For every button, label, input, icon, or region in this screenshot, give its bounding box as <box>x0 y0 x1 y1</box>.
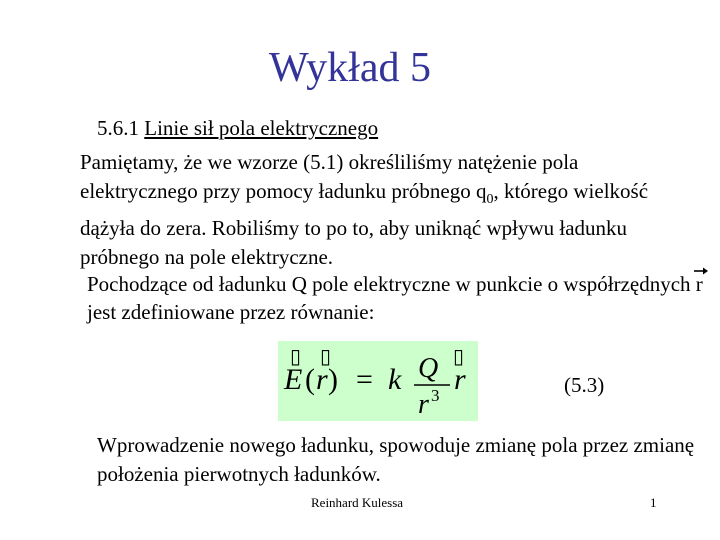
equation-number: (5.3) <box>564 373 605 397</box>
formula-placeholder-icon: ▯ <box>453 344 465 368</box>
page-number: 1 <box>650 495 657 510</box>
section-number: 5.6.1 <box>97 116 139 140</box>
paragraph2-text-end: jest zdefiniowane przez równanie: <box>87 300 375 324</box>
vector-r-symbol: r <box>695 272 703 296</box>
formula-paren-open: ( <box>305 363 315 396</box>
formula-lhs-symbol: E <box>284 363 303 396</box>
paragraph1-text-end: , którego wielkość dążyła do zera. Robiliśmy to po to, aby uniknąć wpływu ładunku próbnego na pole elektryczne. <box>80 179 649 270</box>
vector-r <box>696 270 703 298</box>
formula-denominator-base: r <box>418 389 429 420</box>
paragraph-field-definition <box>87 270 707 326</box>
paragraph-test-charge <box>80 148 700 272</box>
formula-numerator: Q <box>418 353 439 384</box>
paragraph1-text-start: Pamiętamy, że we wzorze (5.1) określiliśmy natężenie pola elektrycznego przy pomocy ładunku próbnego q <box>80 150 579 203</box>
formula-constant: k <box>388 363 402 396</box>
formula-box <box>278 341 478 421</box>
formula-placeholder-icon: ▯ <box>320 344 332 368</box>
formula-placeholder-icon: ▯ <box>290 344 302 368</box>
slide-title: Wykład 5 <box>269 45 431 91</box>
vector-arrow-icon <box>694 266 708 276</box>
formula-trailing-vector: r <box>454 363 466 396</box>
formula-lhs-argument: r <box>316 363 328 396</box>
paragraph2-text-start: Pochodzące od ładunku Q pole elektryczne w punkcie o współrzędnych <box>87 272 696 296</box>
formula-equation <box>278 341 478 421</box>
formula-paren-close: ) <box>328 363 338 396</box>
section-title: Linie sił pola elektrycznego <box>144 116 379 140</box>
formula-equals: = <box>356 363 373 396</box>
paragraph-new-charge: Wprowadzenie nowego ładunku, spowoduje zmianę pola przez zmianę położenia pierwotnych ładunków. <box>97 433 695 486</box>
paragraph1-subscript: 0 <box>486 192 494 208</box>
footer-author: Reinhard Kulessa <box>311 495 404 510</box>
formula-denominator-exponent: 3 <box>431 386 440 405</box>
section-heading <box>97 115 378 141</box>
